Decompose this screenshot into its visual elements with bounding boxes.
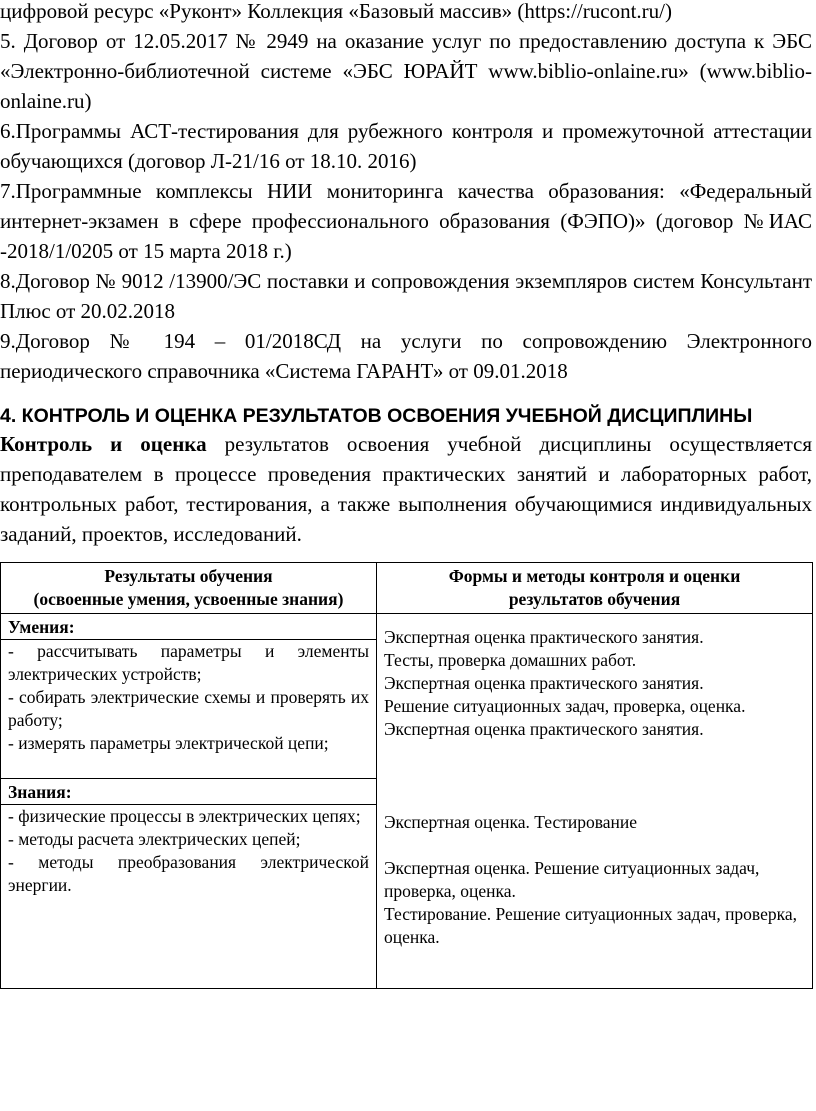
- table-header-row: [1, 563, 813, 614]
- method-item: Экспертная оценка практического занятия.: [384, 627, 704, 647]
- list-item: - собирать электрические схемы и проверять их работу;: [8, 687, 369, 730]
- method-item: Экспертная оценка практического занятия.: [384, 719, 704, 739]
- lead-text: результатов освоения учебной дисциплины осуществляется преподавателем в процессе проведения практических занятий и лабораторных работ, контрольных работ, тестирования, а также выполнения обучающимися индивидуальных заданий, проектов, исследований.: [0, 432, 812, 546]
- method-item: Экспертная оценка. Тестирование: [384, 812, 638, 832]
- list-item: - измерять параметры электрической цепи;: [8, 733, 329, 753]
- section-lead-paragraph: [0, 429, 816, 549]
- table-row: [1, 614, 813, 779]
- list-item: - методы преобразования электрической энергии.: [8, 852, 369, 895]
- list-item-8: 8.Договор № 9012 /13900/ЭС поставки и сопровождения экземпляров систем Консультант Плюс от 20.02.2018: [0, 269, 812, 323]
- knowledge-list: [1, 804, 376, 897]
- header-methods: [377, 563, 813, 614]
- list-item: - рассчитывать параметры и элементы электрических устройств;: [8, 641, 369, 684]
- method-item: Решение ситуационных задач, проверка, оценка.: [384, 696, 746, 716]
- lead-bold-text: Контроль и оценка: [0, 432, 207, 456]
- skills-list: [1, 639, 376, 755]
- list-item: - физические процессы в электрических цепях;: [8, 806, 361, 826]
- skills-label: Умения:: [8, 617, 75, 637]
- list-item-5: 5. Договор от 12.05.2017 № 2949 на оказание услуг по предоставлению доступа к ЭБС «Электронно-библиотечной системе «ЭБС ЮРАЙТ www.biblio-onlaine.ru» (www.biblio-onlaine.ru): [0, 29, 812, 113]
- list-item-7: 7.Программные комплексы НИИ мониторинга качества образования: «Федеральный интернет-экзамен в сфере профессионального образования (ФЭПО)» (договор №ИАС -2018/1/0205 от 15 марта 2018 г.): [0, 179, 812, 263]
- knowledge-label: Знания:: [8, 782, 72, 802]
- header-results: [1, 563, 377, 614]
- methods-cell: [377, 614, 813, 989]
- method-item: Тесты, проверка домашних работ.: [384, 650, 637, 670]
- list-item-6: 6.Программы АСТ-тестирования для рубежного контроля и промежуточной аттестации обучающихся (договор Л-21/16 от 18.10. 2016): [0, 119, 812, 173]
- header-methods-line2: результатов обучения: [508, 589, 681, 609]
- results-table: [0, 562, 813, 989]
- list-item: - методы расчета электрических цепей;: [8, 829, 301, 849]
- resource-line: цифровой ресурс «Руконт» Коллекция «Базовый массив» (https://rucont.ru/): [0, 0, 672, 23]
- header-results-line2: (освоенные умения, усвоенные знания): [33, 589, 344, 609]
- header-results-line1: Результаты обучения: [104, 566, 273, 586]
- document-page: [0, 0, 816, 549]
- section-heading: 4. КОНТРОЛЬ И ОЦЕНКА РЕЗУЛЬТАТОВ ОСВОЕНИЯ УЧЕБНОЙ ДИСЦИПЛИНЫ: [0, 405, 753, 427]
- method-item: Экспертная оценка практического занятия.: [384, 673, 704, 693]
- list-item-9: 9.Договор № 194 – 01/2018СД на услуги по сопровождению Электронного периодического справочника «Система ГАРАНТ» от 09.01.2018: [0, 329, 812, 383]
- method-item: Экспертная оценка. Решение ситуационных задач, проверка, оценка.: [384, 858, 760, 901]
- method-item: Тестирование. Решение ситуационных задач, проверка, оценка.: [384, 904, 797, 947]
- knowledge-cell: [1, 779, 377, 989]
- skills-cell: [1, 614, 377, 779]
- header-methods-line1: Формы и методы контроля и оценки: [448, 566, 741, 586]
